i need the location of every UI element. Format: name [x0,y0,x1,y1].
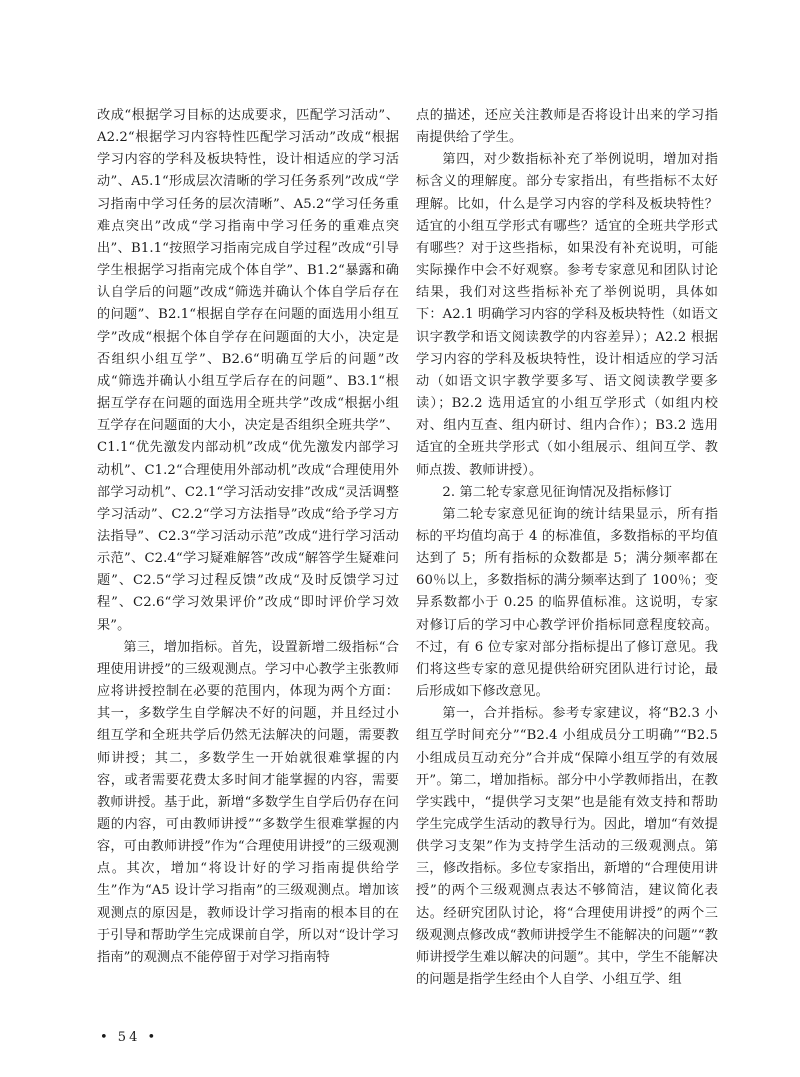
paragraph-revised-indicators: 改成“根据学习目标的达成要求，匹配学习活动”、A2.2“根据学习内容特性匹配学习活动”改成“根据学习内容的学科及板块特性，设计相适应的学习活动”、A5.1“形成层次清晰的学习任务系列”改成“学习指南中学习任务的层次清晰”、A5.2“学习任务重难点突出”改成“学习指南中学习任务的重难点突出”、B1.1“按照学习指南完成自学过程”改成“引导学生根据学习指南完成个体自学”、B1.2“暴露和确认自学后的问题”改成“筛选并确认个体自学后存在的问题”、B2.1“根据自学存在问题的面选用小组互学”改成“根据个体自学存在问题面的大小，决定是否组织小组互学”、B2.6“明确互学后的问题”改成“筛选并确认小组互学后存在的问题”、B3.1“根据互学存在问题的面选用全班共学”改成“根据小组互学存在问题面的大小，决定是否组织全班共学”、C1.1“优先激发内部动机”改成“优先激发内部学习动机”、C1.2“合理使用外部动机”改成“合理使用外部学习动机”、C2.1“学习活动安排”改成“灵活调整学习活动”、C2.2“学习方法指导”改成“给予学习方法指导”、C2.3“学习活动示范”改成“进行学习活动示范”、C2.4“学习疑难解答”改成“解答学生疑难问题”、C2.5“学习过程反馈”改成“及时反馈学习过程”、C2.6“学习效果评价”改成“即时评价学习效果”。 [97,108,399,633]
page-number: • 54 • [100,1030,159,1045]
left-column [97,105,399,969]
paragraph-second-round-results: 第二轮专家意见征询的统计结果显示，所有指标的平均值均高于 4 的标准值，多数指标的平均值达到了 5；所有指标的众数都是 5；满分频率都在 60％以上，多数指标的满分频率达到了 100％；变异系数都小于 0.25 的临界值标准。这说明，专家对修订后的学习中心教学评价指标同意程度较高。不过，有 6 位专家对部分指标提出了修订意见。我们将这些专家的意见提供给研究团队进行讨论，最后形成如下修改意见。 [416,506,718,700]
paragraph-fourth-examples: 第四，对少数指标补充了举例说明，增加对指标含义的理解度。部分专家指出，有些指标不太好理解。比如，什么是学习内容的学科及板块特性？适宜的小组互学形式有哪些？适宜的全班共学形式有哪些？对于这些指标，如果没有补充说明，可能实际操作中会不好观察。参考专家意见和团队讨论结果，我们对这些指标补充了举例说明，具体如下：A2.1 明确学习内容的学科及板块特性（如语文识字教学和语文阅读教学的内容差异）；A2.2 根据学习内容的学科及板块特性，设计相适应的学习活动（如语文识字教学要多写、语文阅读教学要多读）；B2.2 选用适宜的小组互学形式（如组内校对、组内互查、组内研讨、组内合作）；B3.2 选用适宜的全班共学形式（如小组展示、组间互学、教师点拨、教师讲授）。 [416,152,718,478]
paragraph-merge-add-modify: 第一，合并指标。参考专家建议，将“B2.3 小组互学时间充分”“B2.4 小组成员分工明确”“B2.5 小组成员互动充分”合并成“保障小组互学的有效展开”。第二，增加指标。部分中小学教师指出，在教学实践中，“提供学习支架”也是能有效支持和帮助学生完成学生活动的教导行为。因此，增加“有效提供学习支架”作为支持学生活动的三级观测点。第三，修改指标。多位专家指出，新增的“合理使用讲授”的两个三级观测点表达不够简洁，建议简化表达。经研究团队讨论，将“合理使用讲授”的两个三级观测点修改成“教师讲授学生不能解决的问题”“教师讲授学生难以解决的问题”。其中，学生不能解决的问题是指学生经由个人自学、小组互学、组 [416,706,718,988]
paragraph-third-add-indicators: 第三，增加指标。首先，设置新增二级指标“合理使用讲授”的三级观测点。学习中心教学主张教师应将讲授控制在必要的范围内，体现为两个方面：其一，多数学生自学解决不好的问题，并且经过小组互学和全班共学后仍然无法解决的问题，需要教师讲授；其二，多数学生一开始就很难掌握的内容，或者需要花费太多时间才能掌握的内容，需要教师讲授。基于此，新增“多数学生自学后仍存在问题的内容，可由教师讲授”“多数学生很难掌握的内容，可由教师讲授”作为“合理使用讲授”的三级观测点。其次，增加“将设计好的学习指南提供给学生”作为“A5 设计学习指南”的三级观测点。增加该观测点的原因是，教师设计学习指南的根本目的在于引导和帮助学生完成课前自学，所以对“设计学习指南”的观测点不能停留于对学习指南特 [97,639,399,965]
section-heading-second-round: 2. 第二轮专家意见征询情况及指标修订 [442,484,673,500]
right-column [416,105,718,991]
paragraph-continuation: 点的描述，还应关注教师是否将设计出来的学习指南提供给了学生。 [416,108,718,146]
